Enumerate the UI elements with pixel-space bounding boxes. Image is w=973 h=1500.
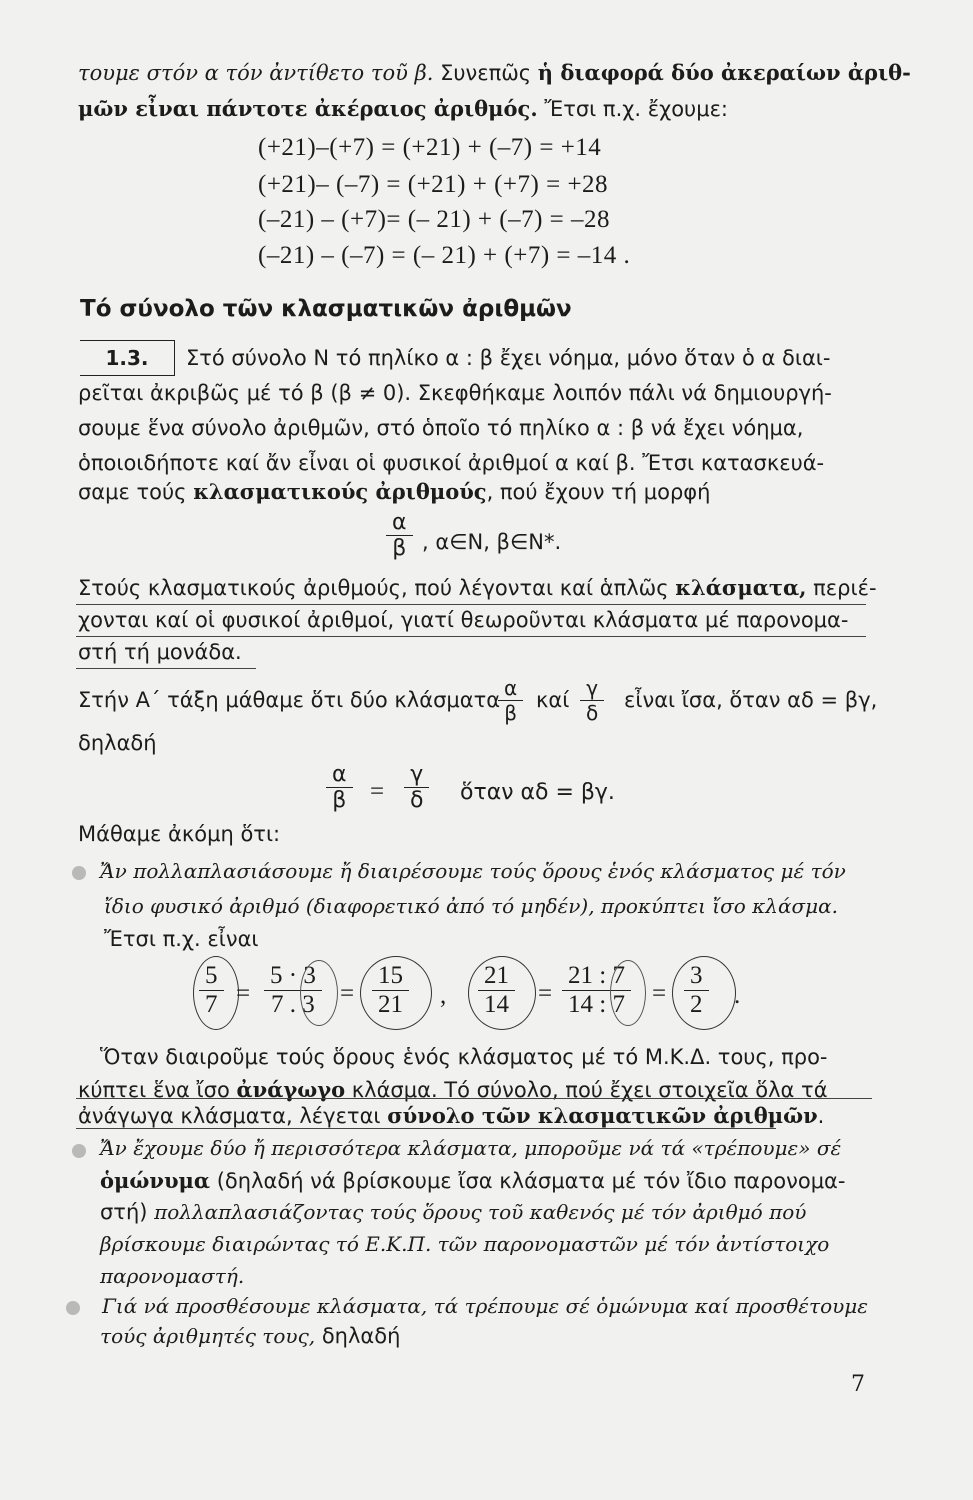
para-top-line-1 xyxy=(78,60,911,85)
bullet-2-line-5: παρονομαστή. xyxy=(100,1264,245,1288)
para-fractions-line-1 xyxy=(78,575,877,600)
pencil-underline xyxy=(76,1128,776,1129)
para-13-line-5 xyxy=(78,479,710,504)
equation-2: (+21)– (–7) = (+21) + (+7) = +28 xyxy=(258,171,609,198)
fraction-a-b xyxy=(498,676,523,725)
para-fractions-bold: κλάσματα, xyxy=(675,575,807,600)
pencil-underline xyxy=(76,668,256,669)
bullet-1-line-2: ἴδιο φυσικό ἀριθμό (διαφορετικό ἀπό τό μηδέν), προκύπτει ἴσο κλάσμα. xyxy=(104,894,838,918)
display-fraction-a-b xyxy=(326,762,353,813)
para-fractions-text: Στούς κλασματικούς ἀριθμούς, πού λέγονται καί ἁπλῶς xyxy=(78,576,676,600)
bullet-2-text-3: στή) xyxy=(100,1200,155,1224)
para-reduce-line-1: Ὅταν διαιροῦμε τούς ὅρους ἑνός κλάσματος μέ τό Μ.Κ.Δ. τους, προ- xyxy=(100,1045,828,1069)
para-equal-line-2: δηλαδή xyxy=(78,731,157,755)
fraction-numerator: 3 xyxy=(690,962,703,989)
fraction-denominator: 7 . 3 xyxy=(271,991,315,1018)
equals-sign: = xyxy=(370,778,385,805)
fraction-c-d xyxy=(580,676,604,725)
bullet-1-line-1: Ἄν πολλαπλασιάσουμε ἤ διαιρέσουμε τούς ὅρους ἑνός κλάσματος μέ τόν xyxy=(100,859,846,883)
para-reduce-bold: ἀνάγωγο xyxy=(236,1077,346,1102)
example-fraction-6 xyxy=(684,962,709,1019)
equation-4: (–21) – (–7) = (– 21) + (+7) = –14 . xyxy=(258,242,631,269)
para-13-text: σαμε τούς xyxy=(78,480,194,504)
fraction-denominator: 21 xyxy=(378,991,403,1018)
fraction-numerator: 5 · 3 xyxy=(270,962,316,989)
fraction-numerator: α xyxy=(392,510,407,535)
fraction-numerator: γ xyxy=(410,762,424,787)
equation-1: (+21)–(+7) = (+21) + (–7) = +14 xyxy=(258,134,602,161)
bullet-2-line-3 xyxy=(100,1200,806,1224)
bullet-3-italic: τούς ἀριθμητές τους, xyxy=(100,1324,316,1348)
fraction-numerator: α xyxy=(504,676,518,700)
equals-sign: = xyxy=(538,980,553,1007)
example-fraction-4 xyxy=(478,962,515,1019)
fraction-denominator: β xyxy=(504,701,517,725)
bullet-3-line-1: Γιά νά προσθέσουμε κλάσματα, τά τρέπουμε σέ ὁμώνυμα καί προσθέτουμε xyxy=(102,1294,869,1318)
fraction-numerator: α xyxy=(332,762,347,787)
section-number: 1.3. xyxy=(80,340,175,376)
pencil-circle xyxy=(300,960,338,1026)
para-top-bold: ἡ διαφορά δύο ἀκεραίων ἀριθ- xyxy=(537,60,911,85)
para-top-text-2: Ἔτσι π.χ. ἔχουμε: xyxy=(537,97,728,121)
fraction-form xyxy=(386,510,413,561)
pencil-circle xyxy=(610,960,646,1026)
section-heading: Τό σύνολο τῶν κλασματικῶν ἀριθμῶν xyxy=(80,296,572,322)
para-reduce-line-3 xyxy=(78,1103,824,1128)
para-reduce-bold-3: σύνολο τῶν κλασματικῶν ἀριθμῶν xyxy=(387,1103,818,1128)
learned-text: Μάθαμε ἀκόμη ὅτι: xyxy=(78,822,281,846)
bullet-2-line-4: βρίσκουμε διαιρώντας τό Ε.Κ.Π. τῶν παρονομαστῶν μέ τόν ἀντίστοιχο xyxy=(100,1232,830,1256)
bullet-dot xyxy=(72,866,86,880)
fraction-denominator: 14 xyxy=(484,991,509,1018)
para-13-bold: κλασματικούς ἀριθμούς xyxy=(193,479,487,504)
para-reduce-text-3: ἀνάγωγα κλάσματα, λέγεται xyxy=(78,1104,388,1128)
fraction-denominator: β xyxy=(332,788,347,813)
para-reduce-text-post: κλάσμα. Τό σύνολο, πού ἔχει στοιχεῖα ὅλα τά xyxy=(345,1078,828,1102)
example-fraction-1 xyxy=(199,962,224,1019)
bullet-3-text: δηλαδή xyxy=(315,1324,401,1348)
fraction-denominator: β xyxy=(392,536,407,561)
display-fraction-c-d xyxy=(404,762,429,813)
para-fractions-text-post: περιέ- xyxy=(806,576,877,600)
bullet-2-line-2 xyxy=(100,1168,845,1193)
fraction-numerator: 21 : 7 xyxy=(568,962,625,989)
para-equal-and: καί xyxy=(536,688,570,712)
para-equal-post: εἶναι ἴσα, ὅταν αδ = βγ, xyxy=(624,688,878,712)
para-top-italic: τουμε στόν α τόν ἀντίθετο τοῦ β. xyxy=(78,61,434,85)
display-condition: ὅταν αδ = βγ. xyxy=(460,780,615,805)
fraction-denominator: 2 xyxy=(690,991,703,1018)
para-fractions-line-2: χονται καί οἱ φυσικοί ἀριθμοί, γιατί θεωροῦνται κλάσματα μέ παρονομα- xyxy=(78,608,849,632)
fraction-denominator: 7 xyxy=(205,991,218,1018)
equation-3: (–21) – (+7)= (– 21) + (–7) = –28 xyxy=(258,206,610,233)
pencil-underline xyxy=(76,1098,872,1099)
para-fractions-line-3: στή τή μονάδα. xyxy=(78,640,242,664)
example-fraction-3 xyxy=(372,962,409,1019)
fraction-denominator: δ xyxy=(410,788,424,813)
equals-sign: = xyxy=(340,980,355,1007)
bullet-dot xyxy=(66,1301,80,1315)
bullet-1-line-3: Ἔτσι π.χ. εἶναι xyxy=(104,927,259,951)
para-top-text: Συνεπῶς xyxy=(433,61,538,85)
bullet-dot xyxy=(72,1144,86,1158)
bullet-2-text: (δηλαδή νά βρίσκουμε ἴσα κλάσματα μέ τόν ἴδιο παρονομα- xyxy=(210,1169,846,1193)
para-reduce-text: κύπτει ἕνα ἴσο xyxy=(78,1078,237,1102)
fraction-denominator: δ xyxy=(586,701,599,725)
para-13-line-4: ὁποιοιδήποτε καί ἄν εἶναι οἱ φυσικοί ἀριθμοί α καί β. Ἔτσι κατασκευά- xyxy=(78,451,825,475)
fraction-numerator: γ xyxy=(586,676,599,700)
fraction-numerator: 15 xyxy=(378,962,403,989)
bullet-2-line-1: Ἄν ἔχουμε δύο ἤ περισσότερα κλάσματα, μποροῦμε νά τά «τρέπουμε» σέ xyxy=(100,1136,842,1160)
page-number: 7 xyxy=(851,1372,865,1397)
fraction-numerator: 21 xyxy=(484,962,509,989)
para-top-line-2 xyxy=(78,96,728,121)
para-13-text-post: , πού ἔχουν τή μορφή xyxy=(486,480,711,504)
bullet-2-italic-3: πολλαπλασιάζοντας τούς ὅρους τοῦ καθενός μέ τόν ἀριθμό πού xyxy=(154,1200,807,1224)
pencil-underline xyxy=(76,604,866,605)
para-top-bold-2: μῶν εἶναι πάντοτε ἀκέραιος ἀριθμός. xyxy=(78,96,538,121)
para-13-line-3: σουμε ἕνα σύνολο ἀριθμῶν, στό ὁποῖο τό πηλίκο α : β νά ἔχει νόημα, xyxy=(78,416,804,440)
fraction-denominator: 14 : 7 xyxy=(568,991,625,1018)
pencil-underline xyxy=(76,636,866,637)
equals-sign: = xyxy=(652,980,667,1007)
para-13-line-2: ρεῖται ἀκριβῶς μέ τό β (β ≠ 0). Σκεφθήκαμε λοιπόν πάλι νά δημιουργή- xyxy=(78,381,832,405)
fraction-numerator: 5 xyxy=(205,962,218,989)
para-13-line-1: Στό σύνολο Ν τό πηλίκο α : β ἔχει νόημα, μόνο ὅταν ὁ α διαι- xyxy=(186,346,831,370)
period: . xyxy=(734,982,741,1009)
bullet-3-line-2 xyxy=(100,1324,400,1348)
comma: , xyxy=(440,982,447,1009)
equals-sign: = xyxy=(236,980,251,1007)
para-reduce-text-post-3: . xyxy=(817,1104,825,1128)
fraction-condition: , α∈Ν, β∈Ν*. xyxy=(422,530,562,554)
bullet-2-bold: ὁμώνυμα xyxy=(100,1168,211,1193)
para-equal-pre: Στήν Α΄ τάξη μάθαμε ὅτι δύο κλάσματα xyxy=(78,688,501,712)
